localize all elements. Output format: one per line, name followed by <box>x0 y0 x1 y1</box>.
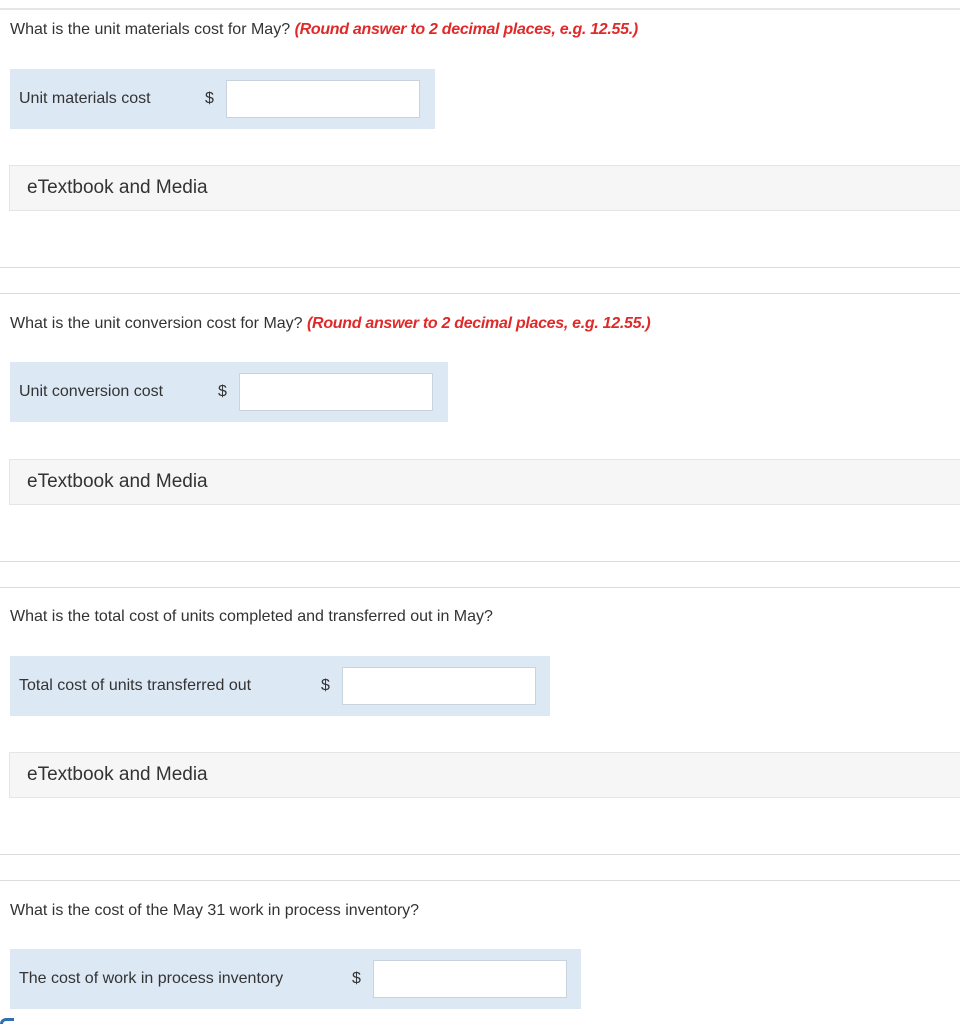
section-divider <box>0 561 960 562</box>
section-divider <box>0 854 960 855</box>
question-total-cost-transferred-out <box>10 608 493 626</box>
etextbook-media-label: eTextbook and Media <box>27 471 208 492</box>
answer-label: Total cost of units transferred out <box>19 677 252 694</box>
etextbook-media-label: eTextbook and Media <box>27 177 208 198</box>
work-in-process-inventory-input[interactable] <box>373 960 567 998</box>
etextbook-media-link[interactable] <box>9 459 960 505</box>
answer-label: The cost of work in process inventory <box>19 970 284 987</box>
top-rule <box>0 8 960 10</box>
etextbook-media-link[interactable] <box>9 752 960 798</box>
currency-symbol: $ <box>218 383 227 400</box>
total-cost-transferred-out-input[interactable] <box>342 667 536 705</box>
question-text: What is the unit conversion cost for May? <box>10 315 303 332</box>
unit-materials-cost-input[interactable] <box>226 80 420 118</box>
currency-symbol: $ <box>321 677 330 694</box>
rounding-hint: (Round answer to 2 decimal places, e.g. 12.55.) <box>307 315 651 332</box>
partial-logo-mark <box>0 1018 14 1024</box>
answer-label: Unit conversion cost <box>19 383 164 400</box>
currency-symbol: $ <box>352 970 361 987</box>
answer-row-unit-conversion-cost <box>10 362 448 422</box>
section-divider <box>0 880 960 881</box>
section-divider <box>0 267 960 268</box>
question-text: What is the unit materials cost for May? <box>10 21 291 38</box>
question-text: What is the total cost of units completed and transferred out in May? <box>10 608 493 625</box>
answer-label: Unit materials cost <box>19 90 151 107</box>
section-divider <box>0 293 960 294</box>
question-unit-conversion-cost <box>10 315 650 333</box>
etextbook-media-label: eTextbook and Media <box>27 764 208 785</box>
unit-conversion-cost-input[interactable] <box>239 373 433 411</box>
section-divider <box>0 587 960 588</box>
question-work-in-process-inventory <box>10 902 419 920</box>
answer-row-total-cost-transferred-out <box>10 656 550 716</box>
etextbook-media-link[interactable] <box>9 165 960 211</box>
currency-symbol: $ <box>205 90 214 107</box>
question-unit-materials-cost <box>10 21 638 39</box>
rounding-hint: (Round answer to 2 decimal places, e.g. 12.55.) <box>294 21 638 38</box>
question-text: What is the cost of the May 31 work in process inventory? <box>10 902 420 919</box>
answer-row-work-in-process-inventory <box>10 949 581 1009</box>
answer-row-unit-materials-cost <box>10 69 435 129</box>
